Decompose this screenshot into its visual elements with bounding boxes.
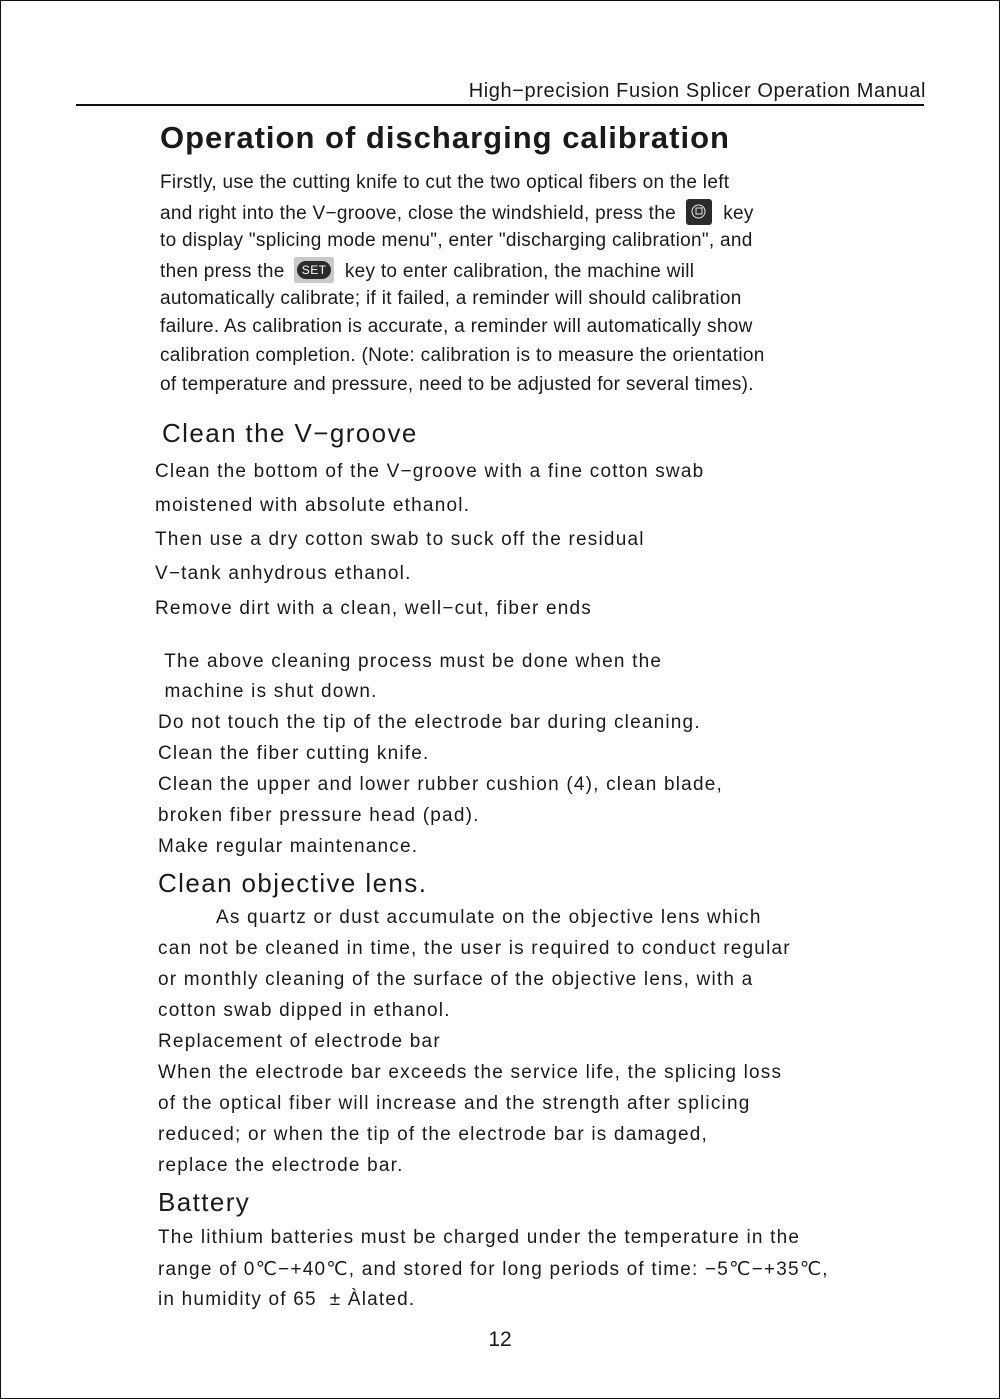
vgroove-line: Then use a dry cotton swab to suck off the residual: [155, 529, 645, 550]
calibration-line-8: of temperature and pressure, need to be adjusted for several times).: [160, 374, 754, 395]
heading-battery: Battery: [158, 1187, 251, 1217]
calibration-line-4-end: key to enter calibration, the machine will: [344, 261, 695, 283]
set-key-icon: [294, 257, 334, 283]
lens-line: reduced; or when the tip of the electrode bar is damaged,: [158, 1124, 709, 1145]
vgroove-line: Clean the bottom of the V−groove with a fine cotton swab: [155, 461, 705, 482]
set-key-label: SET: [297, 261, 331, 279]
battery-line: range of 0℃−+40℃, and stored for long periods of time: −5℃−+35℃,: [158, 1259, 829, 1280]
calibration-line-6: failure. As calibration is accurate, a reminder will automatically show: [160, 316, 753, 337]
cleaning-line: Clean the fiber cutting knife.: [158, 743, 430, 764]
cleaning-line: Make regular maintenance.: [158, 836, 419, 857]
lens-line: cotton swab dipped in ethanol.: [158, 1000, 451, 1021]
calibration-line-2-start: and right into the V−groove, close the windshield, press the: [160, 203, 676, 225]
lens-line: When the electrode bar exceeds the service life, the splicing loss: [158, 1062, 783, 1083]
lens-line: Replacement of electrode bar: [158, 1031, 441, 1052]
lens-line: of the optical fiber will increase and the strength after splicing: [158, 1093, 751, 1114]
calibration-line-5: automatically calibrate; if it failed, a reminder will should calibration: [160, 288, 742, 309]
calibration-line-2: [160, 201, 754, 227]
header-rule: [76, 104, 924, 106]
heading-discharging-calibration: Operation of discharging calibration: [160, 120, 730, 155]
cleaning-line: machine is shut down.: [158, 681, 378, 702]
cleaning-line: The above cleaning process must be done when the: [158, 651, 663, 672]
lens-line: As quartz or dust accumulate on the objective lens which: [216, 907, 762, 928]
running-header: High−precision Fusion Splicer Operation Manual: [468, 80, 926, 102]
cleaning-line: Do not touch the tip of the electrode bar during cleaning.: [158, 712, 701, 733]
vgroove-line: V−tank anhydrous ethanol.: [155, 563, 412, 584]
calibration-line-3: to display "splicing mode menu", enter "discharging calibration", and: [160, 230, 753, 251]
page-number: 12: [488, 1328, 512, 1351]
vgroove-line: moistened with absolute ethanol.: [155, 495, 471, 516]
calibration-line-7: calibration completion. (Note: calibration is to measure the orientation: [160, 345, 765, 366]
lens-line: can not be cleaned in time, the user is required to conduct regular: [158, 938, 791, 959]
heading-clean-objective-lens: Clean objective lens.: [158, 868, 428, 898]
cleaning-line: Clean the upper and lower rubber cushion (4), clean blade,: [158, 774, 723, 795]
lens-line: replace the electrode bar.: [158, 1155, 404, 1176]
power-key-icon: [686, 199, 712, 225]
cleaning-line: broken fiber pressure head (pad).: [158, 805, 480, 826]
calibration-line-4-start: then press the: [160, 261, 285, 283]
calibration-line-2-end: key: [723, 203, 754, 225]
calibration-line-1: Firstly, use the cutting knife to cut the two optical fibers on the left: [160, 172, 730, 193]
battery-line: in humidity of 65 ± Àlated.: [158, 1289, 416, 1310]
lens-line: or monthly cleaning of the surface of the objective lens, with a: [158, 969, 754, 990]
battery-line: The lithium batteries must be charged under the temperature in the: [158, 1227, 801, 1248]
vgroove-line: Remove dirt with a clean, well−cut, fiber ends: [155, 598, 592, 619]
calibration-line-4: [160, 259, 694, 285]
heading-clean-vgroove: Clean the V−groove: [162, 418, 418, 448]
